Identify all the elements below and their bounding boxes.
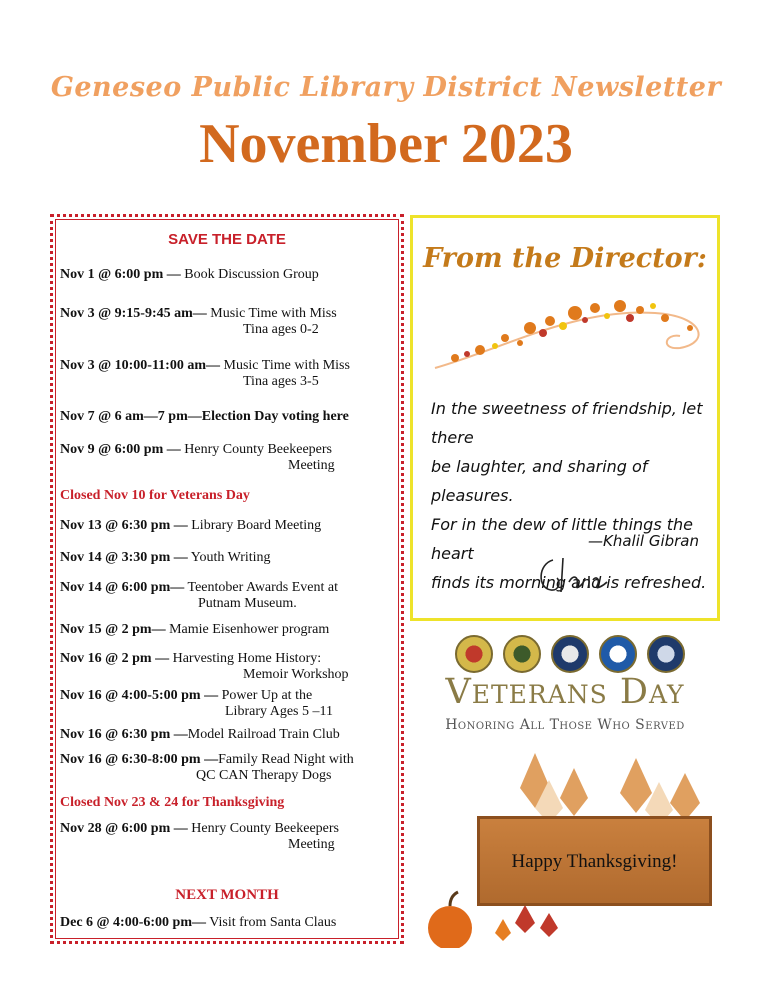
- event-item: Nov 28 @ 6:00 pm — Henry County Beekeepers Meeting: [60, 821, 339, 852]
- event-item: Nov 1 @ 6:00 pm — Book Discussion Group: [60, 267, 319, 282]
- military-seals: [455, 635, 715, 675]
- event-item: Nov 3 @ 9:15-9:45 am— Music Time with Miss Tina ages 0-2: [60, 306, 337, 337]
- event-item: Nov 16 @ 6:30-8:00 pm —Family Read Night with QC CAN Therapy Dogs: [60, 752, 354, 783]
- event-item: Nov 14 @ 6:00 pm— Teentober Awards Event at Putnam Museum.: [60, 580, 339, 611]
- director-title: From the Director:: [423, 243, 707, 274]
- save-the-date-box: [50, 214, 404, 944]
- autumn-leaves-swirl-icon: [425, 288, 715, 378]
- marine-corps-seal-icon: [455, 635, 493, 673]
- director-box: [410, 215, 720, 621]
- veterans-day-subtitle: Honoring All Those Who Served: [445, 717, 685, 733]
- event-item: Nov 16 @ 4:00-5:00 pm — Power Up at the Library Ages 5 –11: [60, 688, 333, 719]
- thanksgiving-board: [477, 816, 712, 906]
- event-item: Nov 9 @ 6:00 pm — Henry County Beekeepers Meeting: [60, 442, 335, 473]
- air-force-seal-icon: [647, 635, 685, 673]
- event-item: Nov 7 @ 6 am—7 pm—Election Day voting here: [60, 409, 349, 424]
- thanksgiving-text: Happy Thanksgiving!: [511, 851, 678, 872]
- event-item: Nov 16 @ 6:30 pm —Model Railroad Train Club: [60, 727, 340, 742]
- veterans-day-title: Veterans Day: [445, 672, 685, 712]
- event-item: Nov 16 @ 2 pm — Harvesting Home History: Memoir Workshop: [60, 651, 349, 682]
- event-item: Nov 13 @ 6:30 pm — Library Board Meeting: [60, 518, 322, 533]
- director-signature: [533, 552, 613, 598]
- save-the-date-heading: SAVE THE DATE: [168, 231, 286, 248]
- closed-notice-thanksgiving: Closed Nov 23 & 24 for Thanksgiving: [60, 795, 285, 810]
- next-month-heading: NEXT MONTH: [175, 887, 279, 903]
- army-seal-icon: [503, 635, 541, 673]
- coast-guard-seal-icon: [599, 635, 637, 673]
- closed-notice-veterans: Closed Nov 10 for Veterans Day: [60, 488, 250, 503]
- event-item: Dec 6 @ 4:00-6:00 pm— Visit from Santa Claus: [60, 915, 337, 930]
- quote-author: —Khalil Gibran: [588, 532, 699, 550]
- director-quote: In the sweetness of friendship, let there be laughter, and sharing of pleasures. For in the dew of little things the heart finds its morning and is refreshed.: [431, 399, 707, 592]
- newsletter-subtitle: Geneseo Public Library District Newsletter: [50, 72, 722, 103]
- newsletter-title: November 2023: [199, 113, 573, 175]
- event-item: Nov 3 @ 10:00-11:00 am— Music Time with Miss Tina ages 3-5: [60, 358, 350, 389]
- event-item: Nov 14 @ 3:30 pm — Youth Writing: [60, 550, 271, 565]
- event-item: Nov 15 @ 2 pm— Mamie Eisenhower program: [60, 622, 330, 637]
- navy-seal-icon: [551, 635, 589, 673]
